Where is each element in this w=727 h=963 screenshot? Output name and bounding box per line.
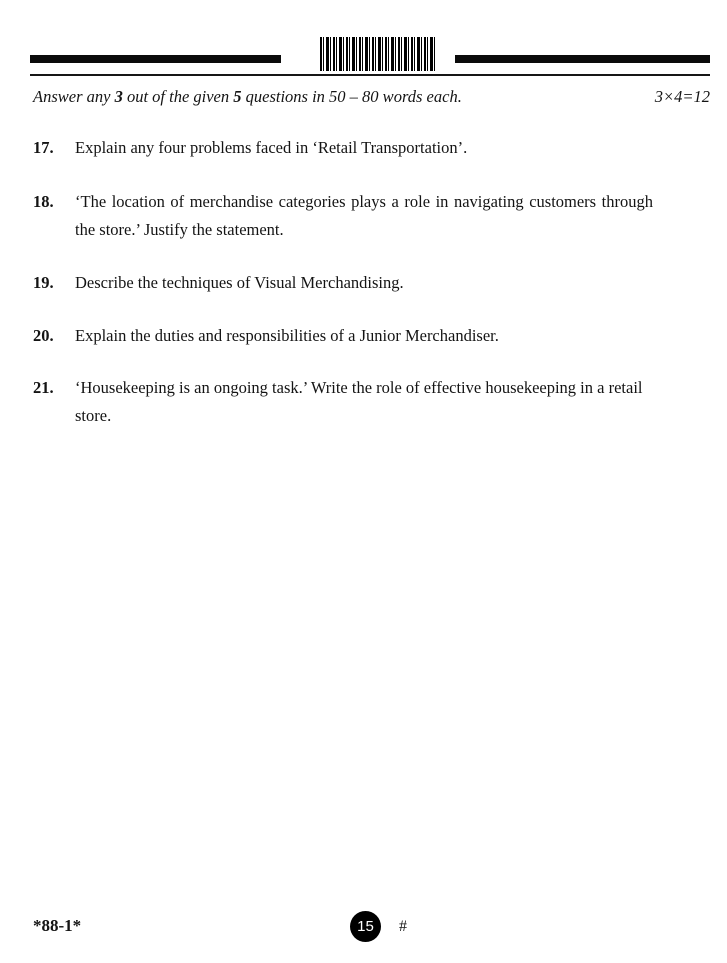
instruction-segment: out of the given — [122, 87, 234, 106]
page-number: 15 — [357, 918, 374, 935]
header-bar-left — [30, 55, 281, 63]
instruction-row — [33, 87, 710, 108]
header-rule — [30, 74, 710, 76]
question-number: 18. — [33, 192, 54, 211]
question-18 — [33, 188, 653, 244]
question-number: 21. — [33, 378, 54, 397]
instruction-text — [33, 87, 462, 108]
question-text: Explain any four problems faced in ‘Retail Transportation’. — [75, 138, 468, 157]
barcode — [320, 37, 437, 71]
question-text: Describe the techniques of Visual Merchandising. — [75, 273, 404, 292]
question-17 — [33, 134, 653, 162]
instruction-count: 3 — [114, 87, 123, 106]
paper-code: *88-1* — [33, 916, 82, 935]
question-text: ‘The location of merchandise categories plays a role in navigating customers through the store.’ Justify the statement. — [75, 192, 653, 239]
header-bar-right — [455, 55, 710, 63]
question-text: ‘Housekeeping is an ongoing task.’ Write the role of effective housekeeping in a retail store. — [75, 378, 643, 425]
hash-mark: # — [399, 918, 407, 935]
page-number-badge — [350, 911, 381, 942]
instruction-segment: questions in 50 – 80 words each. — [241, 87, 462, 106]
instruction-total: 5 — [233, 87, 242, 106]
question-21 — [33, 374, 653, 430]
question-text: Explain the duties and responsibilities of a Junior Merchandiser. — [75, 326, 499, 345]
question-number: 20. — [33, 326, 54, 345]
question-number: 17. — [33, 138, 54, 157]
question-number: 19. — [33, 273, 54, 292]
question-19 — [33, 269, 653, 297]
marks-total: 3×4=12 — [654, 87, 710, 106]
question-20 — [33, 322, 653, 350]
instruction-segment: Answer any — [33, 87, 115, 106]
